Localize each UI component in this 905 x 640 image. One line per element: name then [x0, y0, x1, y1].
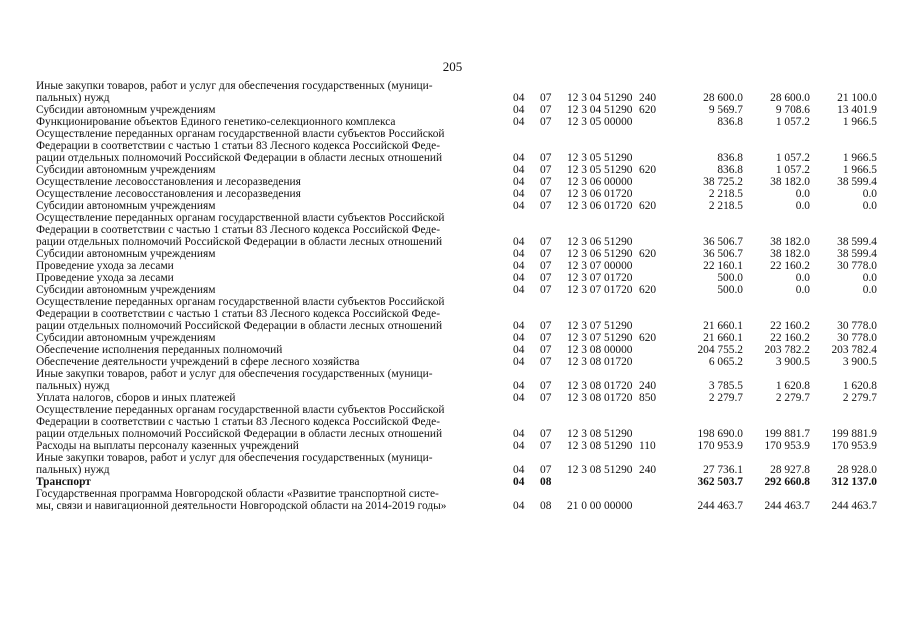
- amount-col-1: 21 660.1: [703, 332, 743, 344]
- subsection-code: 07: [540, 164, 552, 176]
- amount-col-2: 1 620.8: [775, 380, 810, 392]
- amount-col-2: 28 927.8: [770, 464, 810, 476]
- amount-col-2: 28 600.0: [770, 92, 810, 104]
- section-code: 04: [513, 428, 525, 440]
- subsection-code: 07: [540, 116, 552, 128]
- amount-col-1: 2 218.5: [708, 188, 743, 200]
- description-line: Расходы на выплаты персоналу казенных учреждений: [36, 440, 299, 452]
- description-line: пальных) нужд: [36, 380, 110, 392]
- section-code: 04: [513, 164, 525, 176]
- description-line: Федерации в соответствии с частью 1 статьи 83 Лесного кодекса Российской Феде-: [36, 308, 440, 320]
- amount-col-2: 203 782.2: [764, 344, 810, 356]
- table-row: [36, 260, 881, 272]
- amount-col-3: 203 782.4: [831, 344, 877, 356]
- description-line: Субсидии автономным учреждениям: [36, 248, 216, 260]
- amount-col-2: 292 660.8: [764, 476, 810, 488]
- table-row: [36, 452, 881, 476]
- amount-col-3: 1 966.5: [842, 152, 877, 164]
- amount-col-1: 362 503.7: [697, 476, 743, 488]
- section-code: 04: [513, 260, 525, 272]
- amount-col-2: 38 182.0: [770, 176, 810, 188]
- table-row: [36, 164, 881, 176]
- amount-col-3: 3 900.5: [842, 356, 877, 368]
- amount-col-1: 500.0: [717, 272, 743, 284]
- amount-col-3: 38 599.4: [837, 176, 877, 188]
- table-row: [36, 80, 881, 104]
- amount-col-3: 38 599.4: [837, 236, 877, 248]
- description-line: Субсидии автономным учреждениям: [36, 284, 216, 296]
- amount-col-1: 21 660.1: [703, 320, 743, 332]
- target-article: 12 3 06 00000: [567, 176, 633, 188]
- amount-col-2: 22 160.2: [770, 332, 810, 344]
- target-article: 12 3 08 51290: [567, 440, 633, 452]
- section-code: 04: [513, 500, 525, 512]
- description-line: пальных) нужд: [36, 92, 110, 104]
- table-row: [36, 188, 881, 200]
- page-number: 205: [442, 59, 463, 74]
- table-row: [36, 296, 881, 332]
- section-code: 04: [513, 188, 525, 200]
- table-row: [36, 476, 881, 488]
- subsection-code: 07: [540, 428, 552, 440]
- target-article: 12 3 05 00000: [567, 116, 633, 128]
- amount-col-3: 312 137.0: [831, 476, 877, 488]
- subsection-code: 07: [540, 356, 552, 368]
- amount-col-1: 244 463.7: [697, 500, 743, 512]
- expense-type: 850: [639, 392, 657, 404]
- amount-col-2: 3 900.5: [775, 356, 810, 368]
- amount-col-1: 2 218.5: [708, 200, 743, 212]
- target-article: 21 0 00 00000: [567, 500, 633, 512]
- subsection-code: 07: [540, 344, 552, 356]
- target-article: 12 3 06 01720: [567, 188, 633, 200]
- amount-col-2: 0.0: [795, 200, 810, 212]
- target-article: 12 3 06 51290: [567, 248, 633, 260]
- subsection-code: 07: [540, 248, 552, 260]
- table-row: [36, 176, 881, 188]
- target-article: 12 3 07 51290: [567, 320, 633, 332]
- amount-col-1: 170 953.9: [697, 440, 743, 452]
- table-row: [36, 116, 881, 128]
- table-row: [36, 488, 881, 512]
- target-article: 12 3 08 01720: [567, 392, 633, 404]
- amount-col-2: 38 182.0: [770, 236, 810, 248]
- table-row: [36, 248, 881, 260]
- description-line: Осуществление лесовосстановления и лесоразведения: [36, 188, 301, 200]
- description-line: Федерации в соответствии с частью 1 статьи 83 Лесного кодекса Российской Феде-: [36, 140, 440, 152]
- amount-col-3: 13 401.9: [837, 104, 877, 116]
- budget-table: [36, 80, 881, 512]
- expense-type: 620: [639, 248, 657, 260]
- table-row: [36, 368, 881, 392]
- amount-col-3: 0.0: [862, 284, 877, 296]
- description-line: Иные закупки товаров, работ и услуг для обеспечения государственных (муници-: [36, 368, 433, 380]
- description-line: Осуществление переданных органам государственной власти субъектов Российской: [36, 296, 445, 308]
- section-code: 04: [513, 332, 525, 344]
- description-line: Иные закупки товаров, работ и услуг для обеспечения государственных (муници-: [36, 452, 433, 464]
- amount-col-1: 204 755.2: [697, 344, 743, 356]
- description-line: Субсидии автономным учреждениям: [36, 332, 216, 344]
- table-row: [36, 332, 881, 344]
- target-article: 12 3 06 51290: [567, 236, 633, 248]
- section-code: 04: [513, 320, 525, 332]
- amount-col-3: 170 953.9: [831, 440, 877, 452]
- description-line: пальных) нужд: [36, 464, 110, 476]
- section-code: 04: [513, 440, 525, 452]
- description-line: Обеспечение исполнения переданных полномочий: [36, 344, 283, 356]
- expense-type: 620: [639, 200, 657, 212]
- amount-col-1: 836.8: [717, 152, 743, 164]
- amount-col-3: 30 778.0: [837, 332, 877, 344]
- target-article: 12 3 07 51290: [567, 332, 633, 344]
- section-code: 04: [513, 272, 525, 284]
- description-line: Субсидии автономным учреждениям: [36, 104, 216, 116]
- description-line: рации отдельных полномочий Российской Федерации в области лесных отношений: [36, 236, 443, 248]
- section-code: 04: [513, 380, 525, 392]
- expense-type: 620: [639, 284, 657, 296]
- amount-col-2: 38 182.0: [770, 248, 810, 260]
- subsection-code: 07: [540, 236, 552, 248]
- target-article: 12 3 05 51290: [567, 152, 633, 164]
- description-line: рации отдельных полномочий Российской Федерации в области лесных отношений: [36, 320, 443, 332]
- amount-col-1: 22 160.1: [703, 260, 743, 272]
- amount-col-2: 1 057.2: [775, 116, 810, 128]
- section-code: 04: [513, 356, 525, 368]
- subsection-code: 07: [540, 320, 552, 332]
- description-line: Уплата налогов, сборов и иных платежей: [36, 392, 236, 404]
- table-row: [36, 128, 881, 164]
- expense-type: 620: [639, 332, 657, 344]
- target-article: 12 3 07 01720: [567, 272, 633, 284]
- table-row: [36, 392, 881, 404]
- subsection-code: 07: [540, 92, 552, 104]
- section-code: 04: [513, 464, 525, 476]
- expense-type: 240: [639, 92, 657, 104]
- target-article: 12 3 07 00000: [567, 260, 633, 272]
- amount-col-2: 170 953.9: [764, 440, 810, 452]
- table-row: [36, 440, 881, 452]
- amount-col-3: 199 881.9: [831, 428, 877, 440]
- amount-col-1: 836.8: [717, 116, 743, 128]
- subsection-code: 07: [540, 392, 552, 404]
- subsection-code: 07: [540, 260, 552, 272]
- table-row: [36, 344, 881, 356]
- amount-col-3: 2 279.7: [842, 392, 877, 404]
- target-article: 12 3 05 51290: [567, 164, 633, 176]
- subsection-code: 07: [540, 200, 552, 212]
- subsection-code: 08: [540, 476, 552, 488]
- subsection-code: 07: [540, 380, 552, 392]
- amount-col-1: 38 725.2: [703, 176, 743, 188]
- amount-col-2: 0.0: [795, 272, 810, 284]
- amount-col-1: 3 785.5: [708, 380, 743, 392]
- subsection-code: 07: [540, 176, 552, 188]
- section-code: 04: [513, 92, 525, 104]
- section-code: 04: [513, 176, 525, 188]
- target-article: 12 3 08 00000: [567, 344, 633, 356]
- amount-col-2: 2 279.7: [775, 392, 810, 404]
- subsection-code: 07: [540, 284, 552, 296]
- description-line: Государственная программа Новгородской области «Развитие транспортной систе-: [36, 488, 439, 500]
- description-line: Проведение ухода за лесами: [36, 272, 174, 284]
- description-line: Федерации в соответствии с частью 1 статьи 83 Лесного кодекса Российской Феде-: [36, 416, 440, 428]
- description-line: Субсидии автономным учреждениям: [36, 164, 216, 176]
- amount-col-1: 500.0: [717, 284, 743, 296]
- section-code: 04: [513, 104, 525, 116]
- amount-col-3: 30 778.0: [837, 320, 877, 332]
- target-article: 12 3 08 01720: [567, 380, 633, 392]
- description-line: рации отдельных полномочий Российской Федерации в области лесных отношений: [36, 428, 443, 440]
- subsection-code: 07: [540, 188, 552, 200]
- amount-col-3: 0.0: [862, 272, 877, 284]
- subsection-code: 08: [540, 500, 552, 512]
- expense-type: 240: [639, 464, 657, 476]
- amount-col-2: 1 057.2: [775, 164, 810, 176]
- amount-col-2: 0.0: [795, 284, 810, 296]
- amount-col-3: 1 966.5: [842, 164, 877, 176]
- table-row: [36, 284, 881, 296]
- subsection-code: 07: [540, 332, 552, 344]
- amount-col-3: 38 599.4: [837, 248, 877, 260]
- table-row: [36, 200, 881, 212]
- amount-col-1: 9 569.7: [708, 104, 743, 116]
- description-line: Осуществление лесовосстановления и лесоразведения: [36, 176, 301, 188]
- subsection-code: 07: [540, 464, 552, 476]
- description-line: рации отдельных полномочий Российской Федерации в области лесных отношений: [36, 152, 443, 164]
- description-line: Федерации в соответствии с частью 1 статьи 83 Лесного кодекса Российской Феде-: [36, 224, 440, 236]
- section-code: 04: [513, 200, 525, 212]
- expense-type: 620: [639, 104, 657, 116]
- table-row: [36, 104, 881, 116]
- subsection-code: 07: [540, 272, 552, 284]
- amount-col-1: 28 600.0: [703, 92, 743, 104]
- table-row: [36, 404, 881, 440]
- description-line: Обеспечение деятельности учреждений в сфере лесного хозяйства: [36, 356, 360, 368]
- amount-col-1: 36 506.7: [703, 236, 743, 248]
- target-article: 12 3 08 51290: [567, 464, 633, 476]
- description-line: Осуществление переданных органам государственной власти субъектов Российской: [36, 128, 445, 140]
- amount-col-2: 244 463.7: [764, 500, 810, 512]
- expense-type: 110: [639, 440, 656, 452]
- section-code: 04: [513, 236, 525, 248]
- amount-col-1: 36 506.7: [703, 248, 743, 260]
- amount-col-3: 0.0: [862, 188, 877, 200]
- amount-col-3: 0.0: [862, 200, 877, 212]
- amount-col-2: 22 160.2: [770, 260, 810, 272]
- amount-col-2: 0.0: [795, 188, 810, 200]
- section-code: 04: [513, 344, 525, 356]
- target-article: 12 3 07 01720: [567, 284, 633, 296]
- subsection-code: 07: [540, 440, 552, 452]
- description-line: Осуществление переданных органам государственной власти субъектов Российской: [36, 212, 445, 224]
- amount-col-3: 1 966.5: [842, 116, 877, 128]
- amount-col-1: 198 690.0: [697, 428, 743, 440]
- amount-col-1: 836.8: [717, 164, 743, 176]
- subsection-code: 07: [540, 152, 552, 164]
- amount-col-1: 6 065.2: [708, 356, 743, 368]
- section-code: 04: [513, 116, 525, 128]
- description-line: Осуществление переданных органам государственной власти субъектов Российской: [36, 404, 445, 416]
- target-article: 12 3 06 01720: [567, 200, 633, 212]
- table-row: [36, 272, 881, 284]
- amount-col-2: 1 057.2: [775, 152, 810, 164]
- subsection-code: 07: [540, 104, 552, 116]
- section-code: 04: [513, 248, 525, 260]
- table-row: [36, 356, 881, 368]
- amount-col-3: 21 100.0: [837, 92, 877, 104]
- amount-col-2: 9 708.6: [775, 104, 810, 116]
- expense-type: 240: [639, 380, 657, 392]
- section-code: 04: [513, 476, 525, 488]
- target-article: 12 3 04 51290: [567, 92, 633, 104]
- amount-col-3: 1 620.8: [842, 380, 877, 392]
- description-line: Проведение ухода за лесами: [36, 260, 174, 272]
- section-code: 04: [513, 152, 525, 164]
- amount-col-3: 244 463.7: [831, 500, 877, 512]
- description-line: Транспорт: [36, 476, 91, 488]
- amount-col-3: 28 928.0: [837, 464, 877, 476]
- target-article: 12 3 04 51290: [567, 104, 633, 116]
- amount-col-2: 22 160.2: [770, 320, 810, 332]
- description-line: мы, связи и навигационной деятельности Новгородской области на 2014-2019 годы»: [36, 500, 447, 512]
- description-line: Функционирование объектов Единого генетико-селекционного комплекса: [36, 116, 396, 128]
- amount-col-2: 199 881.7: [764, 428, 810, 440]
- description-line: Иные закупки товаров, работ и услуг для обеспечения государственных (муници-: [36, 80, 433, 92]
- description-line: Субсидии автономным учреждениям: [36, 200, 216, 212]
- section-code: 04: [513, 284, 525, 296]
- amount-col-3: 30 778.0: [837, 260, 877, 272]
- target-article: 12 3 08 01720: [567, 356, 633, 368]
- amount-col-1: 27 736.1: [703, 464, 743, 476]
- table-row: [36, 212, 881, 248]
- amount-col-1: 2 279.7: [708, 392, 743, 404]
- target-article: 12 3 08 51290: [567, 428, 633, 440]
- section-code: 04: [513, 392, 525, 404]
- expense-type: 620: [639, 164, 657, 176]
